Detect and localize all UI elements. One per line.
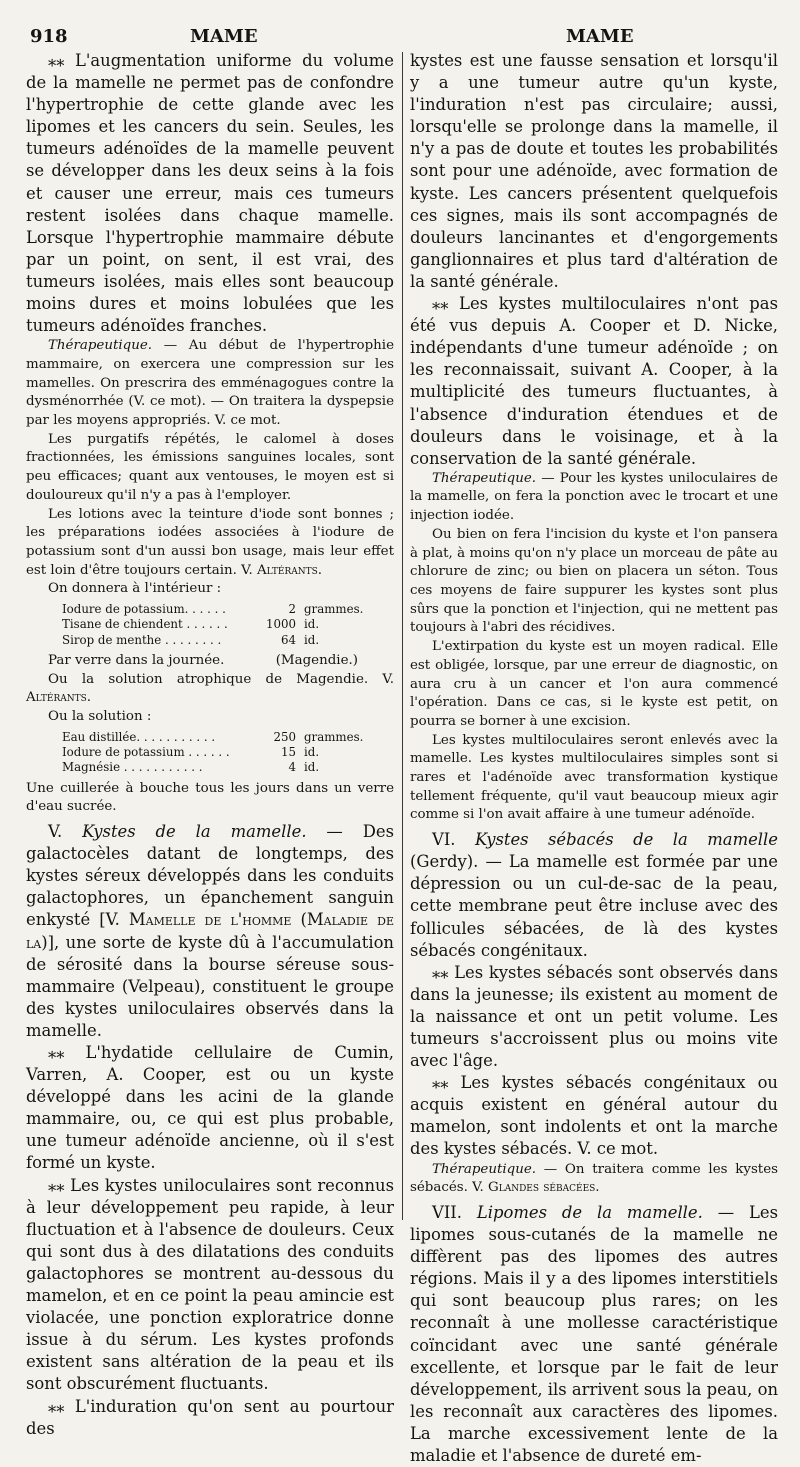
therapeutics-label: Thérapeutique. [432, 1161, 537, 1177]
paragraph: ⁎⁎ Les kystes multiloculaires n'ont pas été vus depuis A. Cooper et D. Nicke, indépendants d'une tumeur adénoïde ; on les reconnaissait, suivant A. Cooper, à la multiplicité des tumeurs fluctuantes, à l'absence d'induration étendues et de douleurs dans le voisinage, et à la conservation de la santé générale. [410, 294, 778, 468]
running-head-right: MAME [566, 26, 634, 47]
cross-reference: Glandes sébacées. [488, 1180, 600, 1196]
section-v: V. Kystes de la mamelle. — Des galactocèles datant de longtemps, des kystes séreux développés dans les conduits galactophores, un épanchement sanguin enkysté [V. Mamelle de l'homme (Maladie de la)], une sorte de kyste dû à l'accumulation de sérosité dans la bourse séreuse sous-mammaire (Velpeau), constituent le groupe des kystes uniloculaires observés dans la mamelle. [26, 822, 394, 1040]
paragraph: ⁎⁎ Les kystes uniloculaires sont reconnus à leur développement peu rapide, à leur fluctuation et à l'absence de douleurs. Ceux qui sont dus à des dilatations des conduits galactophores se montrent au-dessous du mamelon, et en ce point la peau amincie est violacée, une ponction exploratrice donne issue à du sérum. Les kystes profonds existent sans altération de la peau et ils sont obscurément fluctuants. [26, 1175, 394, 1394]
paragraph: ⁎⁎ L'induration qu'on sent au pourtour des [26, 1396, 394, 1438]
paragraph: Les lotions avec la teinture d'iode sont bonnes ; les préparations iodées associées à l'iodure de potassium sont d'un aussi bon usage, mais leur effet est loin d'être toujours certain. V. Altérants. [26, 506, 394, 578]
cross-reference: Altérants. [26, 690, 92, 706]
therapeutics-paragraph: Thérapeutique. — Pour les kystes uniloculaires de la mamelle, on fera la ponction avec le trocart et une injection iodée. [410, 470, 778, 524]
paragraph: ⁎⁎ Les kystes sébacés congénitaux ou acquis existent en général autour du mamelon, sont indolents et ont la marche des kystes sébacés. V. ce mot. [410, 1073, 778, 1159]
paragraph: ⁎⁎ L'augmentation uniforme du volume de la mamelle ne permet pas de confondre l'hypertrophie de cette glande avec les lipomes et les cancers du sein. Seules, les tumeurs adénoïdes de la mamelle peuvent se développer dans les deux seins à la fois et causer une erreur, mais ces tumeurs restent isolées dans chaque mamelle. Lorsque l'hypertrophie mammaire débute par un point, on sent, il est vrai, des tumeurs isolées, mais elles sont beaucoup moins dures et moins lobulées que les tumeurs adénoïdes franches. [26, 51, 394, 336]
paragraph: L'extirpation du kyste est un moyen radical. Elle est obligée, lorsque, par une erreur de diagnostic, on aura cru à un cancer et l'on aura commencé l'opération. Dans ce cas, si le kyste est petit, on pourra se borner à une excision. [410, 639, 778, 729]
running-head-left: MAME [190, 26, 258, 47]
therapeutics-paragraph: Thérapeutique. — On traitera comme les kystes sébacés. V. Glandes sébacées. [410, 1161, 778, 1196]
right-column [410, 50, 778, 1467]
paragraph: Une cuillerée à bouche tous les jours dans un verre d'eau sucrée. [26, 780, 394, 815]
paragraph: ⁎⁎ Les kystes sébacés sont observés dans dans la jeunesse; ils existent au moment de la naissance et ont un petit volume. Les tumeurs s'accroissent plus ou moins vite avec l'âge. [410, 962, 778, 1071]
section-number: V. [48, 822, 63, 842]
paragraph: Ou la solution : [48, 709, 152, 725]
table-row: Magnésie . . . . . . . . . . . 4 id. [62, 760, 320, 775]
paragraph: Les kystes multiloculaires seront enlevés avec la mamelle. Les kystes multiloculaires simples sont si rares et l'adénoïde avec transformation kystique tellement fréquente, qu'il vaut beaucoup mieux agir comme si l'on avait affaire à une tumeur adénoïde. [410, 732, 778, 823]
paragraph: Ou bien on fera l'incision du kyste et l'on pansera à plat, à moins qu'on n'y place un morceau de pâte au chlorure de zinc; ou bien on placera un séton. Tous ces moyens de faire suppurer les kystes sont plus sûrs que la ponction et l'injection, qui ne mettent pas toujours à l'abri des récidives. [410, 526, 778, 636]
left-column [26, 50, 394, 1440]
table-row: Sirop de menthe . . . . . . . . 64 id. [62, 632, 320, 647]
dosage-line: Par verre dans la journée. (Magendie.) [48, 652, 358, 668]
section-vi: VI. Kystes sébacés de la mamelle (Gerdy). — La mamelle est formée par une dépression ou un cul-de-sac de la peau, cette membrane peut être incluse avec des follicules sébacées, de là des kystes sébacés congénitaux. [410, 830, 778, 960]
table-row: Tisane de chiendent . . . . . . 1000 id. [62, 617, 320, 632]
table-row: Eau distillée. . . . . . . . . . . 250 grammes. [62, 729, 364, 744]
column-divider [402, 52, 403, 1220]
therapeutics-label: Thérapeutique. [432, 470, 537, 486]
section-vii: VII. Lipomes de la mamelle. — Les lipomes sous-cutanés de la mamelle ne diffèrent pas des lipomes des autres régions. Mais il y a des lipomes interstitiels qui sont beaucoup plus rares; on les reconnaît à une mollesse caractéristique coïncidant avec une santé générale excellente, et lorsque par le fait de leur développement, ils arrivent sous la peau, on les reconnaît aux caractères des lipomes. La marche excessivement lente de la maladie et l'absence de dureté em- [410, 1202, 778, 1465]
paragraph: ⁎⁎ L'hydatide cellulaire de Cumin, Varren, A. Cooper, est ou un kyste développé dans les acini de la glande mammaire, ou, ce qui est plus probable, une tumeur adénoïde ancienne, où il s'est formé un kyste. [26, 1043, 394, 1173]
section-number: VII. [432, 1202, 462, 1222]
section-title: Kystes sébacés de la mamelle [475, 830, 778, 850]
table-row: Iodure de potassium. . . . . . 2 grammes. [62, 602, 364, 617]
page-number: 918 [30, 26, 68, 47]
section-title: Lipomes de la mamelle. [476, 1202, 703, 1222]
cross-reference: Mamelle de l'homme (Maladie de la) [26, 910, 394, 952]
prescription-table [26, 730, 394, 776]
paragraph: kystes est une fausse sensation et lorsqu'il y a une tumeur autre qu'un kyste, l'induration n'est pas circulaire; aussi, lorsqu'elle se prolonge dans la mamelle, il n'y a pas de doute et toutes les probabilités sont pour une adénoïde, avec formation de kyste. Les cancers présentent quelquefois ces signes, mais ils sont accompagnés de douleurs lancinantes et d'engorgements ganglionnaires et plus tard d'altération de la santé générale. [410, 51, 778, 291]
paragraph: Ou la solution atrophique de Magendie. V. Altérants. [26, 671, 394, 706]
paragraph: Les purgatifs répétés, le calomel à doses fractionnées, les émissions sanguines locales, sont peu efficaces; quant aux ventouses, le moyen est si douloureux qu'il n'y a pas à l'employer. [26, 431, 394, 503]
section-title: Kystes de la mamelle. [82, 822, 307, 842]
table-row: Iodure de potassium . . . . . . 15 id. [62, 745, 320, 760]
therapeutics-paragraph: Thérapeutique. — Au début de l'hypertrophie mammaire, on exercera une compression sur les mamelles. On prescrira des emménagogues contre la dysménorrhée (V. ce mot). — On traitera la dyspepsie par les moyens appropriés. V. ce mot. [26, 338, 394, 429]
paragraph: On donnera à l'intérieur : [48, 581, 222, 597]
prescription-table [26, 602, 394, 648]
therapeutics-label: Thérapeutique. [48, 338, 153, 354]
section-number: VI. [432, 830, 456, 850]
cross-reference: Altérants. [256, 562, 323, 578]
